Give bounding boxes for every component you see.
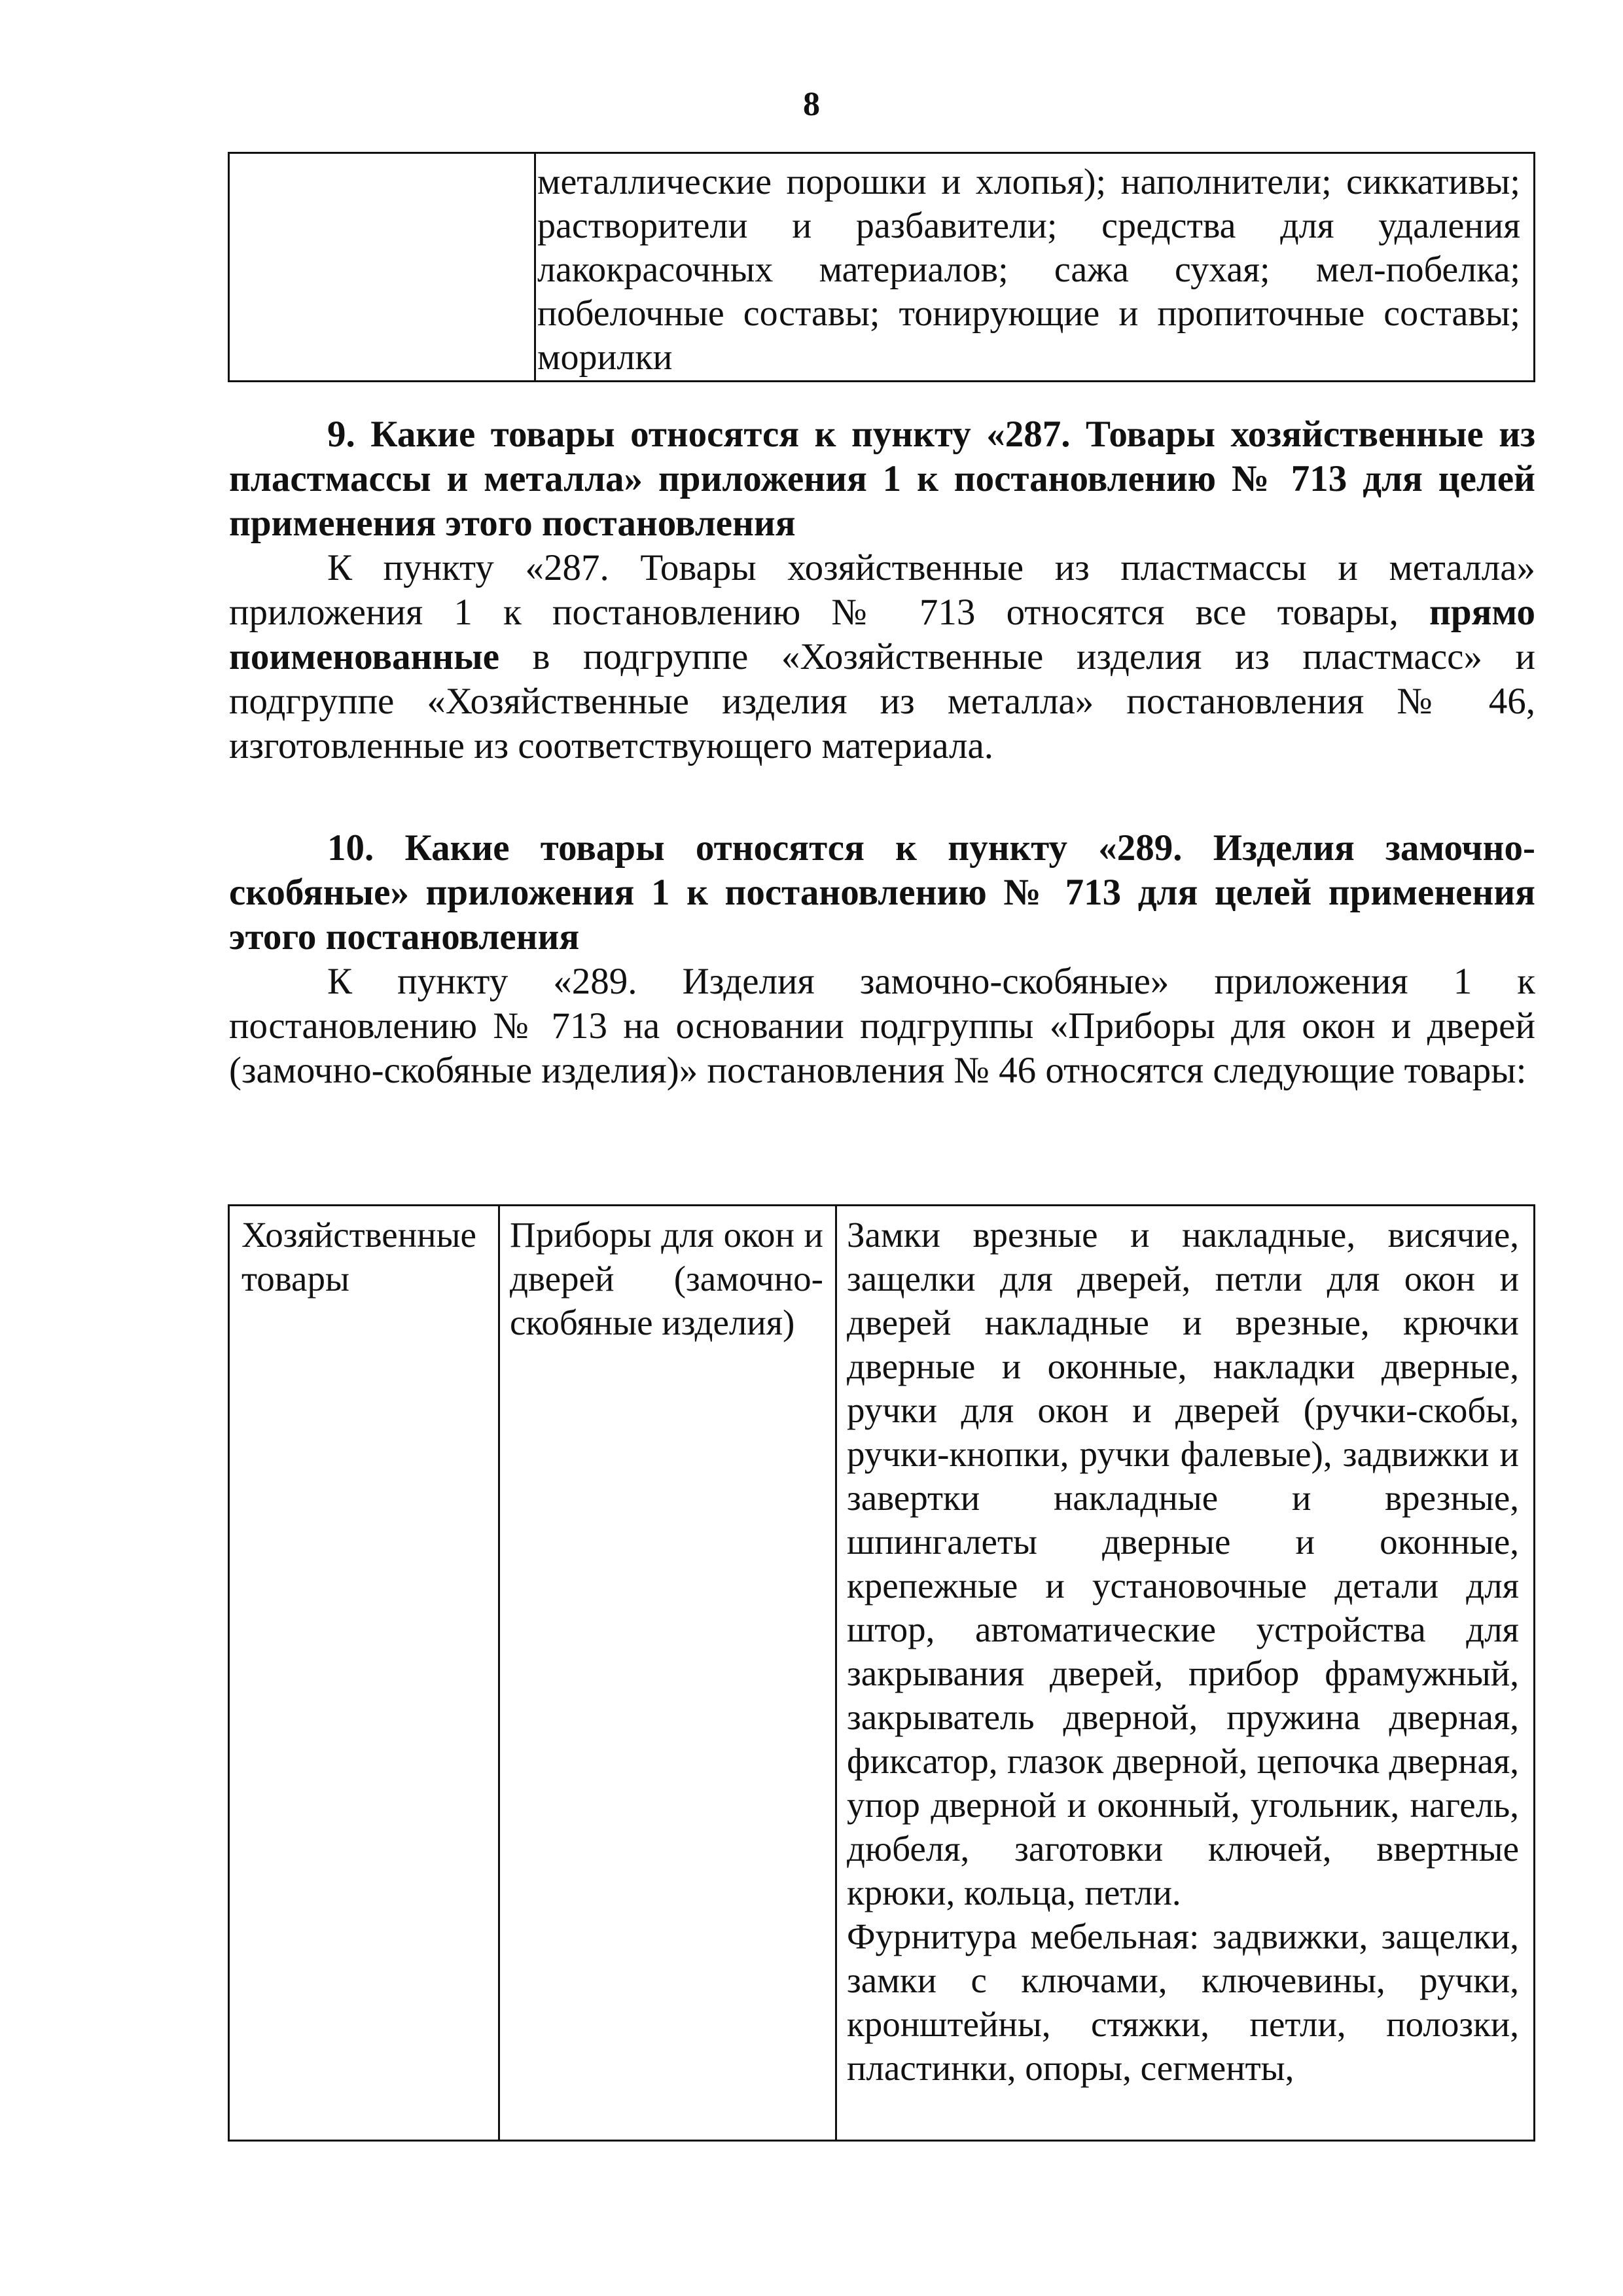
section-9 [229, 412, 1535, 768]
section-9-paragraph-bold: прямо поименованные [229, 592, 1535, 677]
goods-table [228, 1204, 1535, 2142]
goods-table-col1 [230, 1206, 500, 2140]
section-9-paragraph [229, 546, 1535, 768]
goods-table-col3-para1: Замки врезные и накладные, висячие, защелки для дверей, петли для окон и дверей накладные и врезные, крючки дверные и оконные, накладки дверные, ручки для окон и дверей (ручки-скобы, ручки-кнопки, ручки фалевые), задвижки и завертки накладные и врезные, шпингалеты дверные и оконные, крепежные и установочные детали для штор, автоматические устройства для закрывания дверей, прибор фрамужный, закрыватель дверной, пружина дверная, фиксатор, глазок дверной, цепочка дверная, упор дверной и оконный, угольник, нагель, дюбеля, заготовки ключей, ввертные крюки, кольца, петли. [847, 1215, 1519, 1912]
section-10-paragraph: К пункту «289. Изделия замочно-скобяные» приложения 1 к постановлению № 713 на основании подгруппы «Приборы для окон и дверей (замочно-скобяные изделия)» постановления № 46 относятся следующие товары: [229, 961, 1535, 1091]
continuation-table [228, 152, 1535, 382]
continuation-table-right-cell: металлические порошки и хлопья); наполнители; сиккативы; растворители и разбавители; средства для удаления лакокрасочных материалов; сажа сухая; мел-побелка; побелочные составы; тонирующие и пропиточные составы; морилки [537, 162, 1520, 378]
page-number: 8 [803, 86, 820, 123]
continuation-table-left-cell [230, 154, 536, 380]
goods-table-col3-para2: Фурнитура мебельная: задвижки, защелки, замки с ключами, ключевины, ручки, кронштейны, стяжки, петли, полозки, пластинки, опоры, сегменты, [847, 1916, 1519, 2088]
section-10-heading: 10. Какие товары относятся к пункту «289. Изделия замочно-скобяные» приложения 1 к постановлению № 713 для целей применения этого постановления [229, 827, 1535, 958]
section-10 [229, 826, 1535, 1093]
section-9-heading: 9. Какие товары относятся к пункту «287. Товары хозяйственные из пластмассы и металла» приложения 1 к постановлению № 713 для целей применения этого постановления [229, 414, 1535, 544]
section-9-paragraph-part2: в подгруппе «Хозяйственные изделия из пластмасс» и подгруппе «Хозяйственные изделия из металла» постановления № 46, изготовленные из соответствующего материала. [229, 636, 1535, 766]
goods-table-col3 [835, 1206, 1533, 2140]
section-9-paragraph-part1: К пункту «287. Товары хозяйственные из пластмассы и металла» приложения 1 к постановлению № 713 относятся все товары, [229, 547, 1535, 633]
goods-table-col2 [498, 1206, 837, 2140]
goods-table-col1-text: Хозяйственные товары [241, 1215, 476, 1299]
goods-table-col2-text: Приборы для окон и дверей (замочно-скобяные изделия) [510, 1215, 823, 1342]
